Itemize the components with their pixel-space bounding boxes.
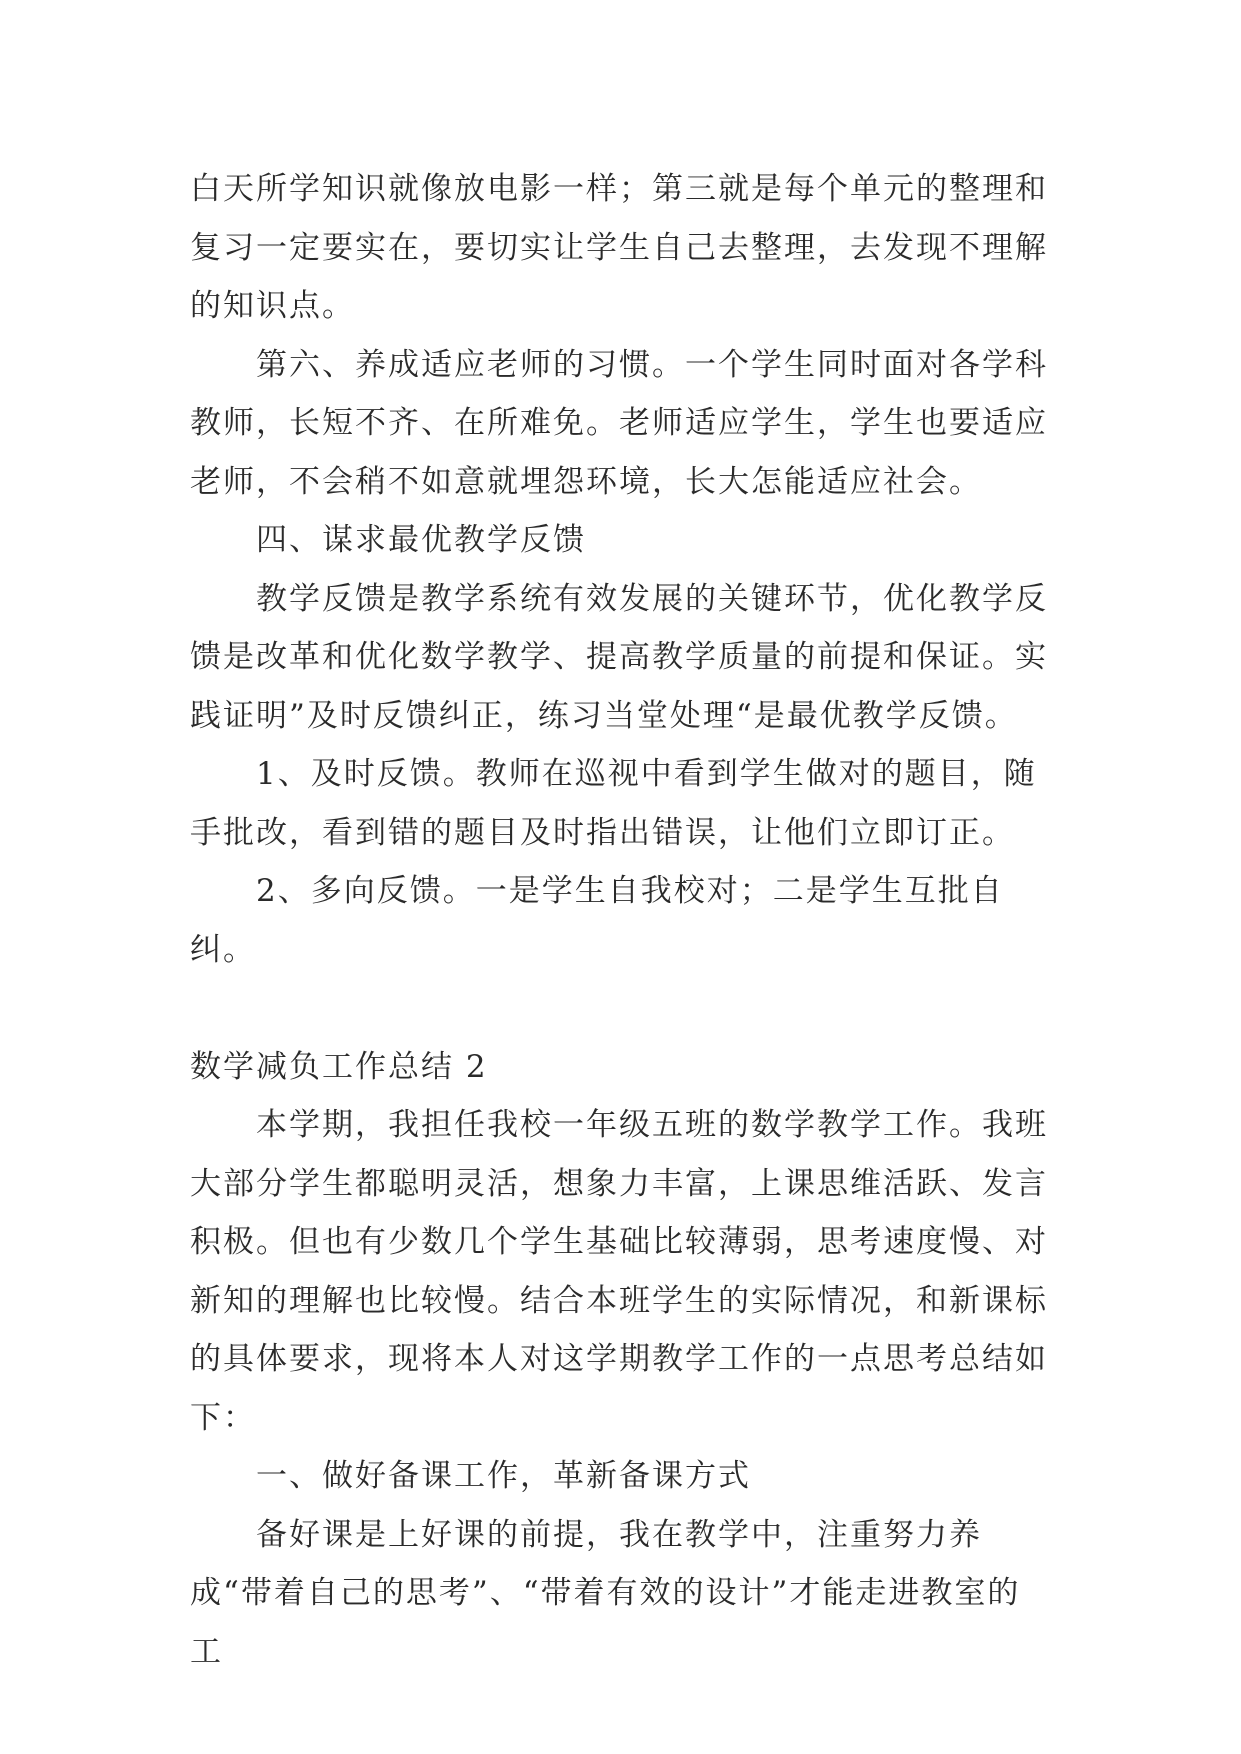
section-title: 数学减负工作总结 2 (190, 1048, 488, 1085)
paragraph-summary-intro: 本学期，我担任我校一年级五班的数学教学工作。我班大部分学生都聪明灵活，想象力丰富，上课思维活跃、发言积极。但也有少数几个学生基础比较薄弱，思考速度慢、对新知的理解也比较慢。结合本班学生的实际情况，和新课标的具体要求，现将本人对这学期教学工作的一点思考总结如下： (190, 1107, 1048, 1436)
document-body (190, 160, 1050, 1681)
paragraph-multi-feedback: 2、多向反馈。一是学生自我校对；二是学生互批自纠。 (190, 873, 1004, 968)
paragraph-lesson-prep: 备好课是上好课的前提，我在教学中，注重努力养成“带着自己的思考”、“带着有效的设计”才能走进教室的工 (190, 1516, 1021, 1670)
paragraph-continuation: 白天所学知识就像放电影一样；第三就是每个单元的整理和复习一定要实在，要切实让学生自己去整理，去发现不理解的知识点。 (190, 171, 1048, 324)
section-gap (190, 979, 1050, 1038)
heading-feedback: 四、谋求最优教学反馈 (256, 522, 586, 558)
paragraph-habit-six: 第六、养成适应老师的习惯。一个学生同时面对各学科教师，长短不齐、在所难免。老师适应学生，学生也要适应老师，不会稍不如意就埋怨环境，长大怎能适应社会。 (190, 346, 1048, 500)
heading-lesson-prep: 一、做好备课工作，革新备课方式 (256, 1458, 751, 1494)
paragraph-feedback-intro: 教学反馈是教学系统有效发展的关键环节，优化教学反馈是改革和优化数学教学、提高教学质量的前提和保证。实践证明”及时反馈纠正，练习当堂处理“是最优教学反馈。 (190, 580, 1048, 734)
paragraph-timely-feedback: 1、及时反馈。教师在巡视中看到学生做对的题目，随手批改，看到错的题目及时指出错误，让他们立即订正。 (190, 756, 1037, 851)
